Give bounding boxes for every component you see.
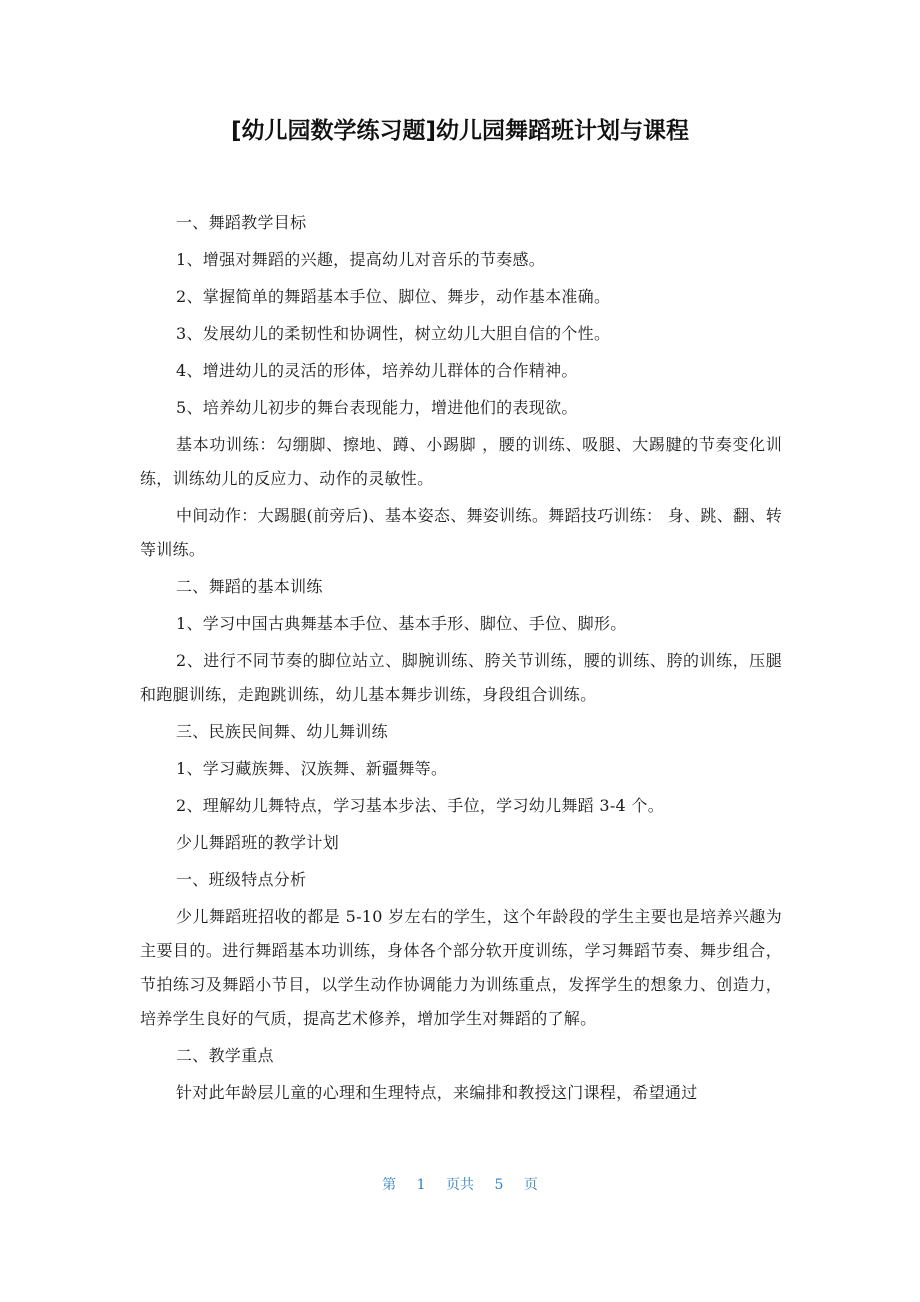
paragraph: 3、发展幼儿的柔韧性和协调性，树立幼儿大胆自信的个性。 xyxy=(176,324,611,343)
page-footer xyxy=(0,1174,920,1194)
paragraph: 2、掌握简单的舞蹈基本手位、脚位、舞步，动作基本准确。 xyxy=(176,287,611,306)
document-title: [幼儿园数学练习题]幼儿园舞蹈班计划与课程 xyxy=(230,118,690,144)
section-heading: 一、班级特点分析 xyxy=(176,870,307,889)
paragraph: 4、增进幼儿的灵活的形体，培养幼儿群体的合作精神。 xyxy=(176,361,578,380)
document-body xyxy=(140,206,782,1113)
paragraph: 2、进行不同节奏的脚位站立、脚腕训练、胯关节训练，腰的训练、胯的训练，压腿和跑腿训练，走跑跳训练，幼儿基本舞步训练，身段组合训练。 xyxy=(140,651,782,704)
section-heading: 少儿舞蹈班的教学计划 xyxy=(176,833,340,852)
paragraph: 中间动作：大踢腿(前旁后)、基本姿态、舞姿训练。舞蹈技巧训练： 身、跳、翻、转等训练。 xyxy=(140,506,782,559)
paragraph: 少儿舞蹈班招收的都是 5-10 岁左右的学生，这个年龄段的学生主要也是培养兴趣为主要目的。进行舞蹈基本功训练，身体各个部分软开度训练，学习舞蹈节奏、舞步组合，节拍练习及舞蹈小节目，以学生动作协调能力为训练重点，发挥学生的想象力、创造力，培养学生良好的气质，提高艺术修养，增加学生对舞蹈的了解。 xyxy=(140,907,782,1028)
page-label-prefix: 第 xyxy=(382,1177,397,1193)
paragraph: 1、学习藏族舞、汉族舞、新疆舞等。 xyxy=(176,759,448,778)
paragraph: 针对此年龄层儿童的心理和生理特点，来编排和教授这门课程，希望通过 xyxy=(176,1083,698,1102)
section-heading: 二、教学重点 xyxy=(176,1046,274,1065)
current-page-number: 1 xyxy=(416,1177,426,1193)
paragraph: 2、理解幼儿舞特点，学习基本步法、手位，学习幼儿舞蹈 3-4 个。 xyxy=(176,796,665,815)
section-heading: 二、舞蹈的基本训练 xyxy=(176,577,323,596)
section-heading: 三、民族民间舞、幼儿舞训练 xyxy=(176,722,388,741)
page-label-middle: 页共 xyxy=(446,1177,474,1193)
section-heading: 一、舞蹈教学目标 xyxy=(176,213,307,232)
page-label-suffix: 页 xyxy=(523,1177,538,1193)
paragraph: 基本功训练：勾绷脚、擦地、蹲、小踢脚 ，腰的训练、吸腿、大踢腱的节奏变化训练，训练幼儿的反应力、动作的灵敏性。 xyxy=(140,435,782,488)
paragraph: 5、培养幼儿初步的舞台表现能力，增进他们的表现欲。 xyxy=(176,398,578,417)
paragraph: 1、增强对舞蹈的兴趣，提高幼儿对音乐的节奏感。 xyxy=(176,250,546,269)
paragraph: 1、学习中国古典舞基本手位、基本手形、脚位、手位、脚形。 xyxy=(176,614,627,633)
total-page-count: 5 xyxy=(494,1177,504,1193)
